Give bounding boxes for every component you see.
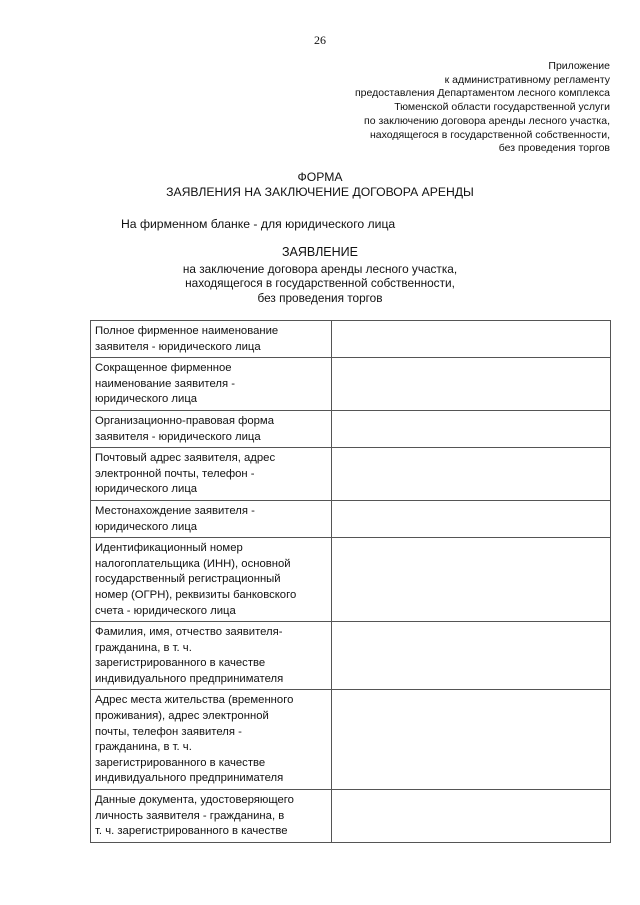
- label-line: Идентификационный номер: [95, 542, 243, 555]
- row-value-field[interactable]: [332, 321, 611, 358]
- label-line: Данные документа, удостоверяющего: [95, 794, 294, 807]
- label-line: гражданина, в т. ч.: [95, 641, 192, 654]
- table-row: [91, 622, 611, 690]
- label-line: электронной почты, телефон -: [95, 467, 255, 480]
- row-label: [91, 690, 332, 790]
- table-row: [91, 358, 611, 411]
- label-line: номер (ОГРН), реквизиты банковского: [95, 588, 297, 601]
- row-value-field[interactable]: [332, 448, 611, 501]
- label-line: проживания), адрес электронной: [95, 710, 269, 723]
- label-line: заявителя - юридического лица: [95, 430, 261, 443]
- row-label: [91, 538, 332, 622]
- statement-subtitle-line: находящегося в государственной собственности,: [185, 276, 455, 291]
- appendix-line: находящегося в государственной собственности,: [369, 128, 610, 141]
- form-heading-subtitle: ЗАЯВЛЕНИЯ НА ЗАКЛЮЧЕНИЕ ДОГОВОРА АРЕНДЫ: [166, 185, 474, 199]
- row-value-field[interactable]: [332, 690, 611, 790]
- label-line: счета - юридического лица: [95, 604, 236, 617]
- row-label: [91, 500, 332, 537]
- label-line: Сокращенное фирменное: [95, 362, 232, 375]
- row-value-field[interactable]: [332, 358, 611, 411]
- label-line: индивидуального предпринимателя: [95, 672, 284, 685]
- row-label: [91, 622, 332, 690]
- label-line: заявителя - юридического лица: [95, 340, 261, 353]
- appendix-line: к административному регламенту: [444, 73, 610, 86]
- appendix-header: [290, 60, 610, 156]
- letterhead-note: На фирменном бланке - для юридического лица: [121, 217, 396, 231]
- label-line: Местонахождение заявителя -: [95, 504, 255, 517]
- form-heading: [0, 170, 640, 200]
- table-row: [91, 448, 611, 501]
- row-value-field[interactable]: [332, 538, 611, 622]
- label-line: юридического лица: [95, 483, 198, 496]
- label-line: наименование заявителя -: [95, 377, 235, 390]
- table-row: [91, 538, 611, 622]
- statement-title: ЗАЯВЛЕНИЕ: [281, 245, 358, 259]
- label-line: Адрес места жительства (временного: [95, 694, 294, 707]
- form-heading-title: ФОРМА: [297, 170, 343, 184]
- appendix-line: без проведения торгов: [498, 142, 610, 155]
- label-line: государственный регистрационный: [95, 573, 281, 586]
- appendix-line: по заключению договора аренды лесного участка,: [364, 114, 610, 127]
- applicant-data-table: [90, 320, 611, 843]
- label-line: зарегистрированного в качестве: [95, 657, 266, 670]
- table-row: [91, 321, 611, 358]
- label-line: почты, телефон заявителя -: [95, 725, 242, 738]
- label-line: юридического лица: [95, 520, 198, 533]
- table-row: [91, 790, 611, 843]
- label-line: Фамилия, имя, отчество заявителя-: [95, 626, 283, 639]
- label-line: налогоплательщика (ИНН), основной: [95, 557, 291, 570]
- row-label: [91, 790, 332, 843]
- row-label: [91, 358, 332, 411]
- row-value-field[interactable]: [332, 500, 611, 537]
- label-line: индивидуального предпринимателя: [95, 772, 284, 785]
- label-line: гражданина, в т. ч.: [95, 741, 192, 754]
- statement-subtitle-line: на заключение договора аренды лесного участка,: [182, 262, 458, 276]
- label-line: т. ч. зарегистрированного в качестве: [95, 825, 288, 838]
- row-value-field[interactable]: [332, 622, 611, 690]
- row-value-field[interactable]: [332, 790, 611, 843]
- appendix-line: предоставления Департаментом лесного комплекса: [354, 87, 610, 100]
- label-line: Полное фирменное наименование: [95, 325, 279, 337]
- table-row: [91, 690, 611, 790]
- row-label: [91, 448, 332, 501]
- statement-subtitle: [0, 262, 640, 305]
- row-value-field[interactable]: [332, 410, 611, 447]
- label-line: Организационно-правовая форма: [95, 414, 274, 427]
- page-number: 26: [314, 33, 326, 47]
- row-label: [91, 410, 332, 447]
- label-line: зарегистрированного в качестве: [95, 756, 266, 769]
- label-line: юридического лица: [95, 393, 198, 406]
- statement-subtitle-line: без проведения торгов: [257, 290, 383, 305]
- table-row: [91, 500, 611, 537]
- row-label: [91, 321, 332, 358]
- label-line: личность заявителя - гражданина, в: [95, 809, 285, 822]
- table-row: [91, 410, 611, 447]
- appendix-line: Тюменской области государственной услуги: [394, 101, 610, 114]
- appendix-line: Приложение: [548, 60, 610, 72]
- label-line: Почтовый адрес заявителя, адрес: [95, 452, 276, 465]
